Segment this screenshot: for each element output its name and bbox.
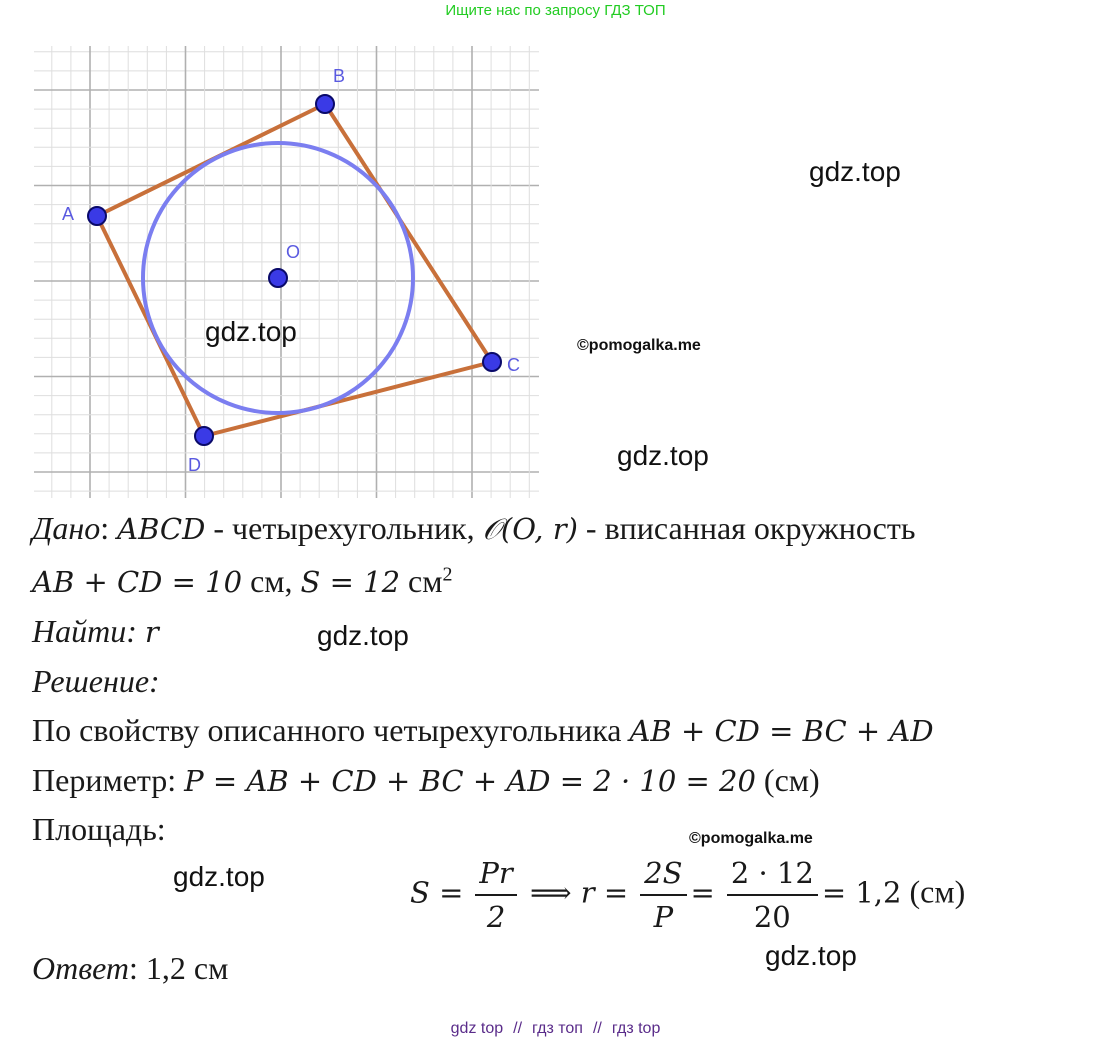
watermark-pomogalka: ©pomogalka.me [577, 337, 701, 354]
area-formula [410, 856, 965, 934]
area-s-equals: S = [410, 875, 464, 910]
equals-sign: = [690, 875, 715, 910]
find-label: Найти: [32, 613, 145, 649]
watermark-pomogalka: ©pomogalka.me [689, 830, 813, 847]
fraction-2x12-over-20 [727, 856, 818, 934]
given-circle: 𝒪(O, r) [482, 512, 578, 546]
point-d [195, 427, 213, 445]
fraction-2s-over-p [640, 856, 686, 934]
area-result: = 1,2 [821, 875, 902, 910]
geometry-figure [34, 46, 544, 502]
footer-separator: // [592, 1020, 602, 1037]
fraction-numerator: 2S [640, 856, 686, 896]
area-label: Площадь: [32, 811, 166, 847]
point-a [88, 207, 106, 225]
point-c [483, 353, 501, 371]
fraction-denominator: 20 [753, 900, 791, 934]
footer-links [0, 1020, 1111, 1038]
grid [34, 46, 539, 498]
perimeter-line [32, 762, 820, 799]
solution-label: Решение: [32, 663, 160, 699]
area-unit: (см) [901, 873, 966, 910]
watermark-gdz: gdz.top [809, 156, 901, 187]
given-conditions-line [32, 563, 453, 600]
perimeter-label: Периметр: [32, 762, 185, 798]
label-d: D [188, 455, 201, 475]
watermark-gdz: gdz.top [765, 940, 857, 971]
point-b [316, 95, 334, 113]
label-b: B [333, 66, 346, 86]
footer-separator: // [513, 1020, 523, 1037]
label-a: A [62, 204, 75, 224]
label-c: C [507, 355, 520, 375]
given-label: Дано [32, 510, 101, 546]
given-cm2-unit: см [400, 563, 443, 599]
given-quad: ABCD [117, 512, 206, 546]
fraction-numerator: Pr [475, 856, 516, 896]
top-banner: Ищите нас по запросу ГДЗ ТОП [445, 2, 666, 19]
property-text: По свойству описанного четырехугольника [32, 712, 630, 748]
perimeter-unit: (см) [755, 762, 820, 798]
given-line [32, 510, 915, 547]
given-area-formula: S = 12 [300, 565, 401, 599]
given-text-2: - вписанная окружность [577, 510, 916, 546]
given-exponent: 2 [442, 563, 453, 586]
find-variable: r [144, 615, 159, 649]
implies-r-equals: ⟹ r = [520, 875, 629, 910]
property-formula: AB + CD = BC + AD [629, 714, 934, 748]
watermark-gdz: gdz.top [173, 861, 265, 892]
answer-label: Ответ [32, 950, 129, 986]
fraction-pr-over-2 [475, 856, 516, 934]
point-o [269, 269, 287, 287]
given-cm-unit: см, [242, 563, 301, 599]
fraction-numerator: 2 · 12 [727, 856, 818, 896]
answer-line [32, 950, 228, 987]
quadrilateral-abcd [97, 104, 492, 436]
answer-value: 1,2 см [145, 950, 229, 986]
given-text-1: - четырехугольник, [205, 510, 483, 546]
watermark-gdz: gdz.top [317, 620, 409, 651]
label-o: O [286, 242, 301, 262]
find-line [32, 613, 159, 650]
fraction-denominator: P [653, 900, 674, 934]
fraction-denominator: 2 [486, 900, 506, 934]
watermark-gdz: gdz.top [617, 440, 709, 471]
footer-link-gdz-top-ru[interactable]: гдз топ [532, 1020, 583, 1037]
given-sum-formula: AB + CD = 10 [32, 565, 243, 599]
perimeter-formula: P = AB + CD + BC + AD = 2 · 10 = 20 [184, 764, 756, 798]
property-line [32, 712, 934, 749]
answer-colon: : [129, 950, 146, 986]
footer-link-gdz-top[interactable]: gdz top [450, 1020, 504, 1037]
given-colon: : [100, 510, 110, 546]
footer-link-gdz-top-mixed[interactable]: гдз top [611, 1020, 661, 1037]
watermark-gdz: gdz.top [205, 316, 297, 347]
